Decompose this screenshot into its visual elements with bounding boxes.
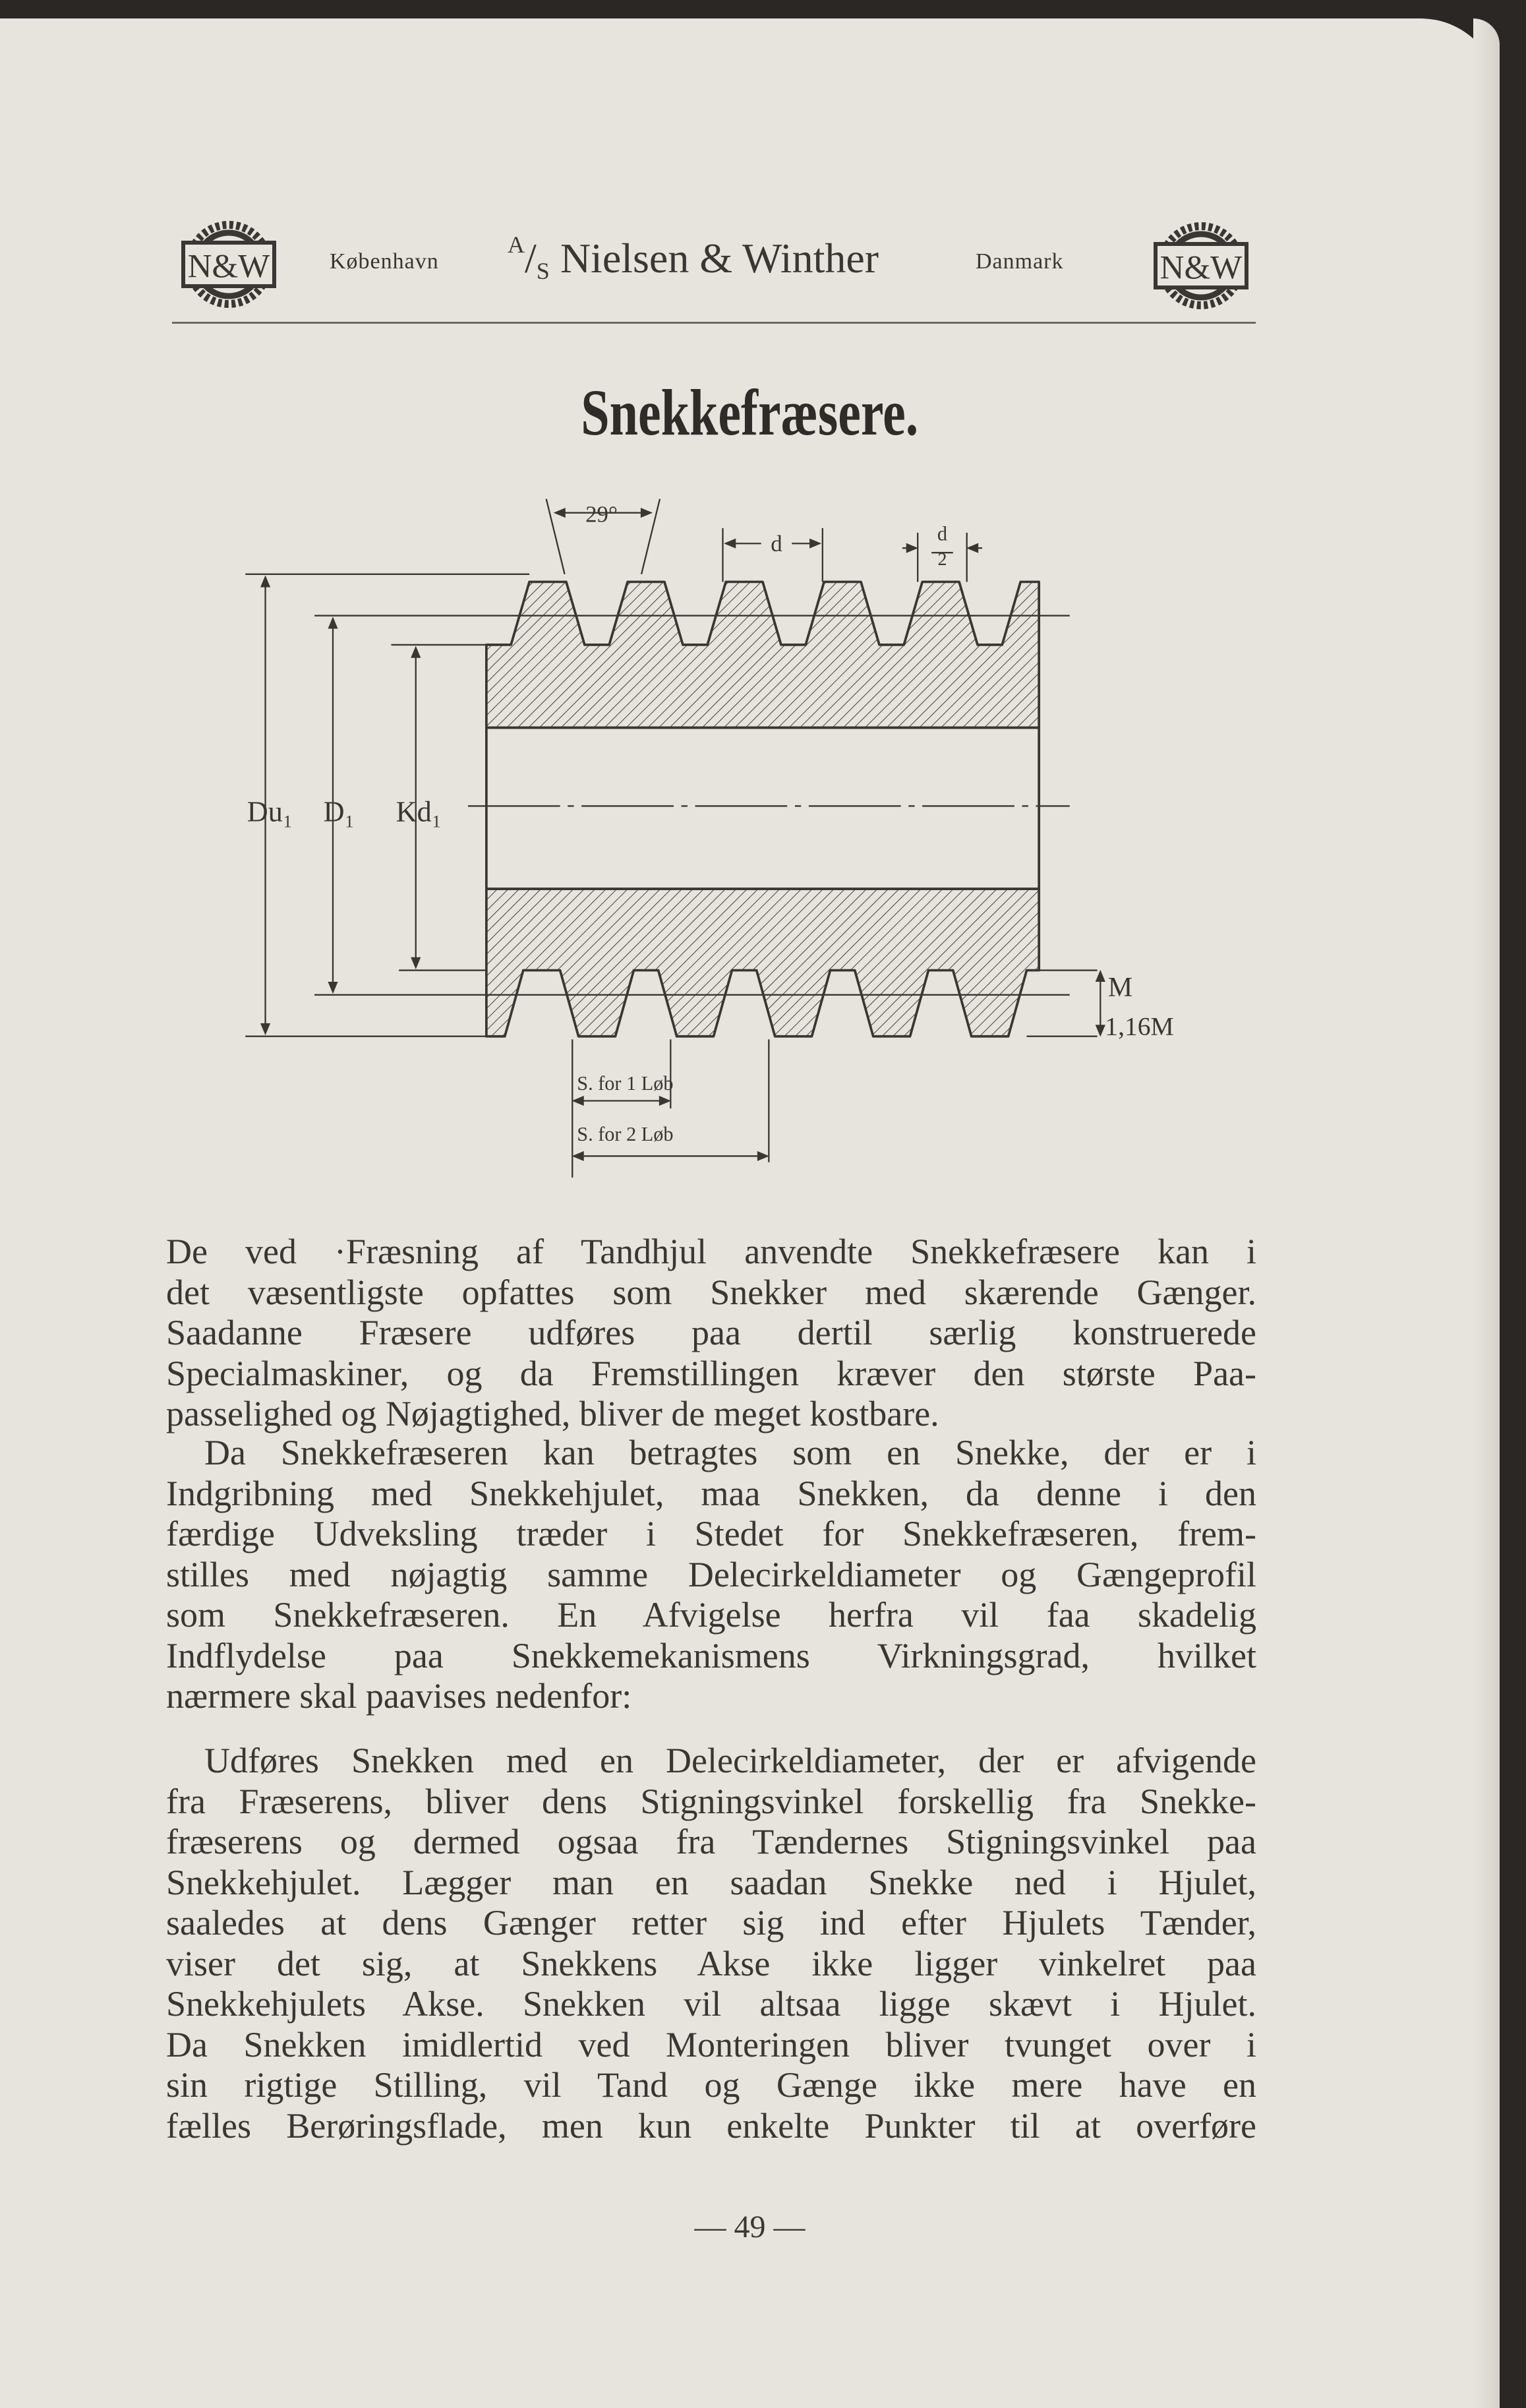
arrowhead bbox=[907, 544, 916, 552]
arrowhead bbox=[329, 982, 337, 992]
company-name: $^A/_S$ Nielsen & Winther bbox=[508, 231, 879, 284]
text-line: Snekkehjulet. Lægger man en saadan Snekke ned i Hjulet, bbox=[166, 1862, 1256, 1902]
hob-cutter-diagram bbox=[230, 479, 1197, 1186]
text-line: saaledes at dens Gænger retter sig ind efter Hjulets Tænder, bbox=[166, 1903, 1256, 1942]
page-title: Snekkefræsere. bbox=[581, 376, 919, 449]
text-line: stilles med nøjagtig samme Delecirkeldiameter og Gængeprofil bbox=[166, 1554, 1256, 1594]
arrowhead bbox=[810, 539, 819, 547]
arrowhead bbox=[1096, 1025, 1104, 1035]
paragraph bbox=[166, 1433, 1256, 1717]
worm-top-section bbox=[486, 582, 1039, 727]
addendum-label: M bbox=[1107, 973, 1133, 1004]
arrowhead bbox=[262, 577, 270, 586]
text-line: fræserens og dermed ogsaa fra Tændernes Stigningsvinkel paa bbox=[166, 1822, 1256, 1861]
paragraph bbox=[166, 1741, 1256, 2146]
city-label: København bbox=[330, 249, 439, 274]
text-line: fra Fræserens, bliver dens Stigningsvinkel forskellig fra Snekke- bbox=[166, 1781, 1256, 1821]
arrowhead bbox=[329, 618, 337, 628]
bore bbox=[486, 728, 1039, 889]
svg-text:N&W: N&W bbox=[187, 248, 270, 286]
text-line: som Snekkefræseren. En Afvigelse herfra vil faa skadelig bbox=[166, 1595, 1256, 1635]
text-line: sin rigtige Stilling, vil Tand og Gænge ikke mere have en bbox=[166, 2065, 1256, 2105]
dedendum-label: 1,16M bbox=[1105, 1011, 1174, 1041]
half-pitch-numerator: d bbox=[937, 522, 948, 545]
text-line: viser det sig, at Snekkens Akse ikke ligger vinkelret paa bbox=[166, 1943, 1256, 1983]
nw-gear-logo-left bbox=[179, 215, 278, 314]
text-line: fælles Berøringsflade, men kun enkelte Punkter til at overføre bbox=[166, 2105, 1256, 2146]
svg-text:N&W: N&W bbox=[1159, 249, 1243, 287]
arrowhead bbox=[574, 1153, 583, 1160]
nw-gear-logo-right bbox=[1152, 216, 1250, 315]
arrowhead bbox=[574, 1097, 583, 1105]
arrowhead bbox=[412, 958, 420, 967]
angle-label: 29° bbox=[585, 501, 618, 527]
lead-single-label: S. for 1 Løb bbox=[577, 1072, 674, 1095]
pitch-label: d bbox=[771, 530, 782, 557]
text-line: nærmere skal paavises nedenfor: bbox=[166, 1676, 632, 1716]
text-line: Specialmaskiner, og da Fremstillingen kræver den største Paa- bbox=[166, 1353, 1256, 1393]
text-line: Da Snekken imidlertid ved Monteringen bliver tvunget over i bbox=[166, 2024, 1256, 2064]
half-pitch-denominator: 2 bbox=[937, 549, 947, 570]
page-number: — 49 — bbox=[694, 2210, 806, 2244]
outer-diameter-label: Du₁ bbox=[247, 795, 293, 828]
arrowhead bbox=[968, 544, 978, 552]
worm-bottom-section bbox=[486, 889, 1039, 1037]
text-line: det væsentligste opfattes som Snekker med skærende Gænger. bbox=[166, 1272, 1256, 1312]
text-line: Indflydelse paa Snekkemekanismens Virkningsgrad, hvilket bbox=[166, 1635, 1256, 1675]
text-line: Da Snekkefræseren kan betragtes som en Snekke, der er i bbox=[204, 1433, 1256, 1472]
paragraph bbox=[166, 1232, 1256, 1435]
country-label: Danmark bbox=[976, 249, 1064, 274]
arrowhead bbox=[641, 509, 651, 517]
text-line: Udføres Snekken med en Delecirkeldiameter, der er afvigende bbox=[204, 1741, 1256, 1780]
arrowhead bbox=[412, 648, 420, 657]
arrowhead bbox=[556, 509, 565, 517]
text-line: Indgribning med Snekkehjulet, maa Snekken, da denne i den bbox=[166, 1473, 1256, 1513]
header-divider bbox=[172, 322, 1256, 324]
text-line: passelighed og Nøjagtighed, bliver de meget kostbare. bbox=[166, 1394, 939, 1433]
pitch-diameter-label: D₁ bbox=[323, 795, 355, 828]
text-line: De ved ·Fræsning af Tandhjul anvendte Snekkefræsere kan i bbox=[166, 1232, 1256, 1271]
arrowhead bbox=[758, 1153, 767, 1160]
arrowhead bbox=[262, 1024, 270, 1033]
root-diameter-label: Kd₁ bbox=[396, 795, 442, 828]
text-line: færdige Udveksling træder i Stedet for Snekkefræseren, frem- bbox=[166, 1514, 1256, 1553]
book-page bbox=[0, 18, 1500, 2408]
text-line: Saadanne Fræsere udføres paa dertil særlig konstruerede bbox=[166, 1313, 1256, 1352]
text-line: Snekkehjulets Akse. Snekken vil altsaa ligge skævt i Hjulet. bbox=[166, 1984, 1256, 2024]
arrowhead bbox=[1096, 972, 1104, 981]
arrowhead bbox=[726, 539, 735, 547]
lead-double-label: S. for 2 Løb bbox=[577, 1123, 674, 1146]
arrowhead bbox=[660, 1097, 669, 1105]
